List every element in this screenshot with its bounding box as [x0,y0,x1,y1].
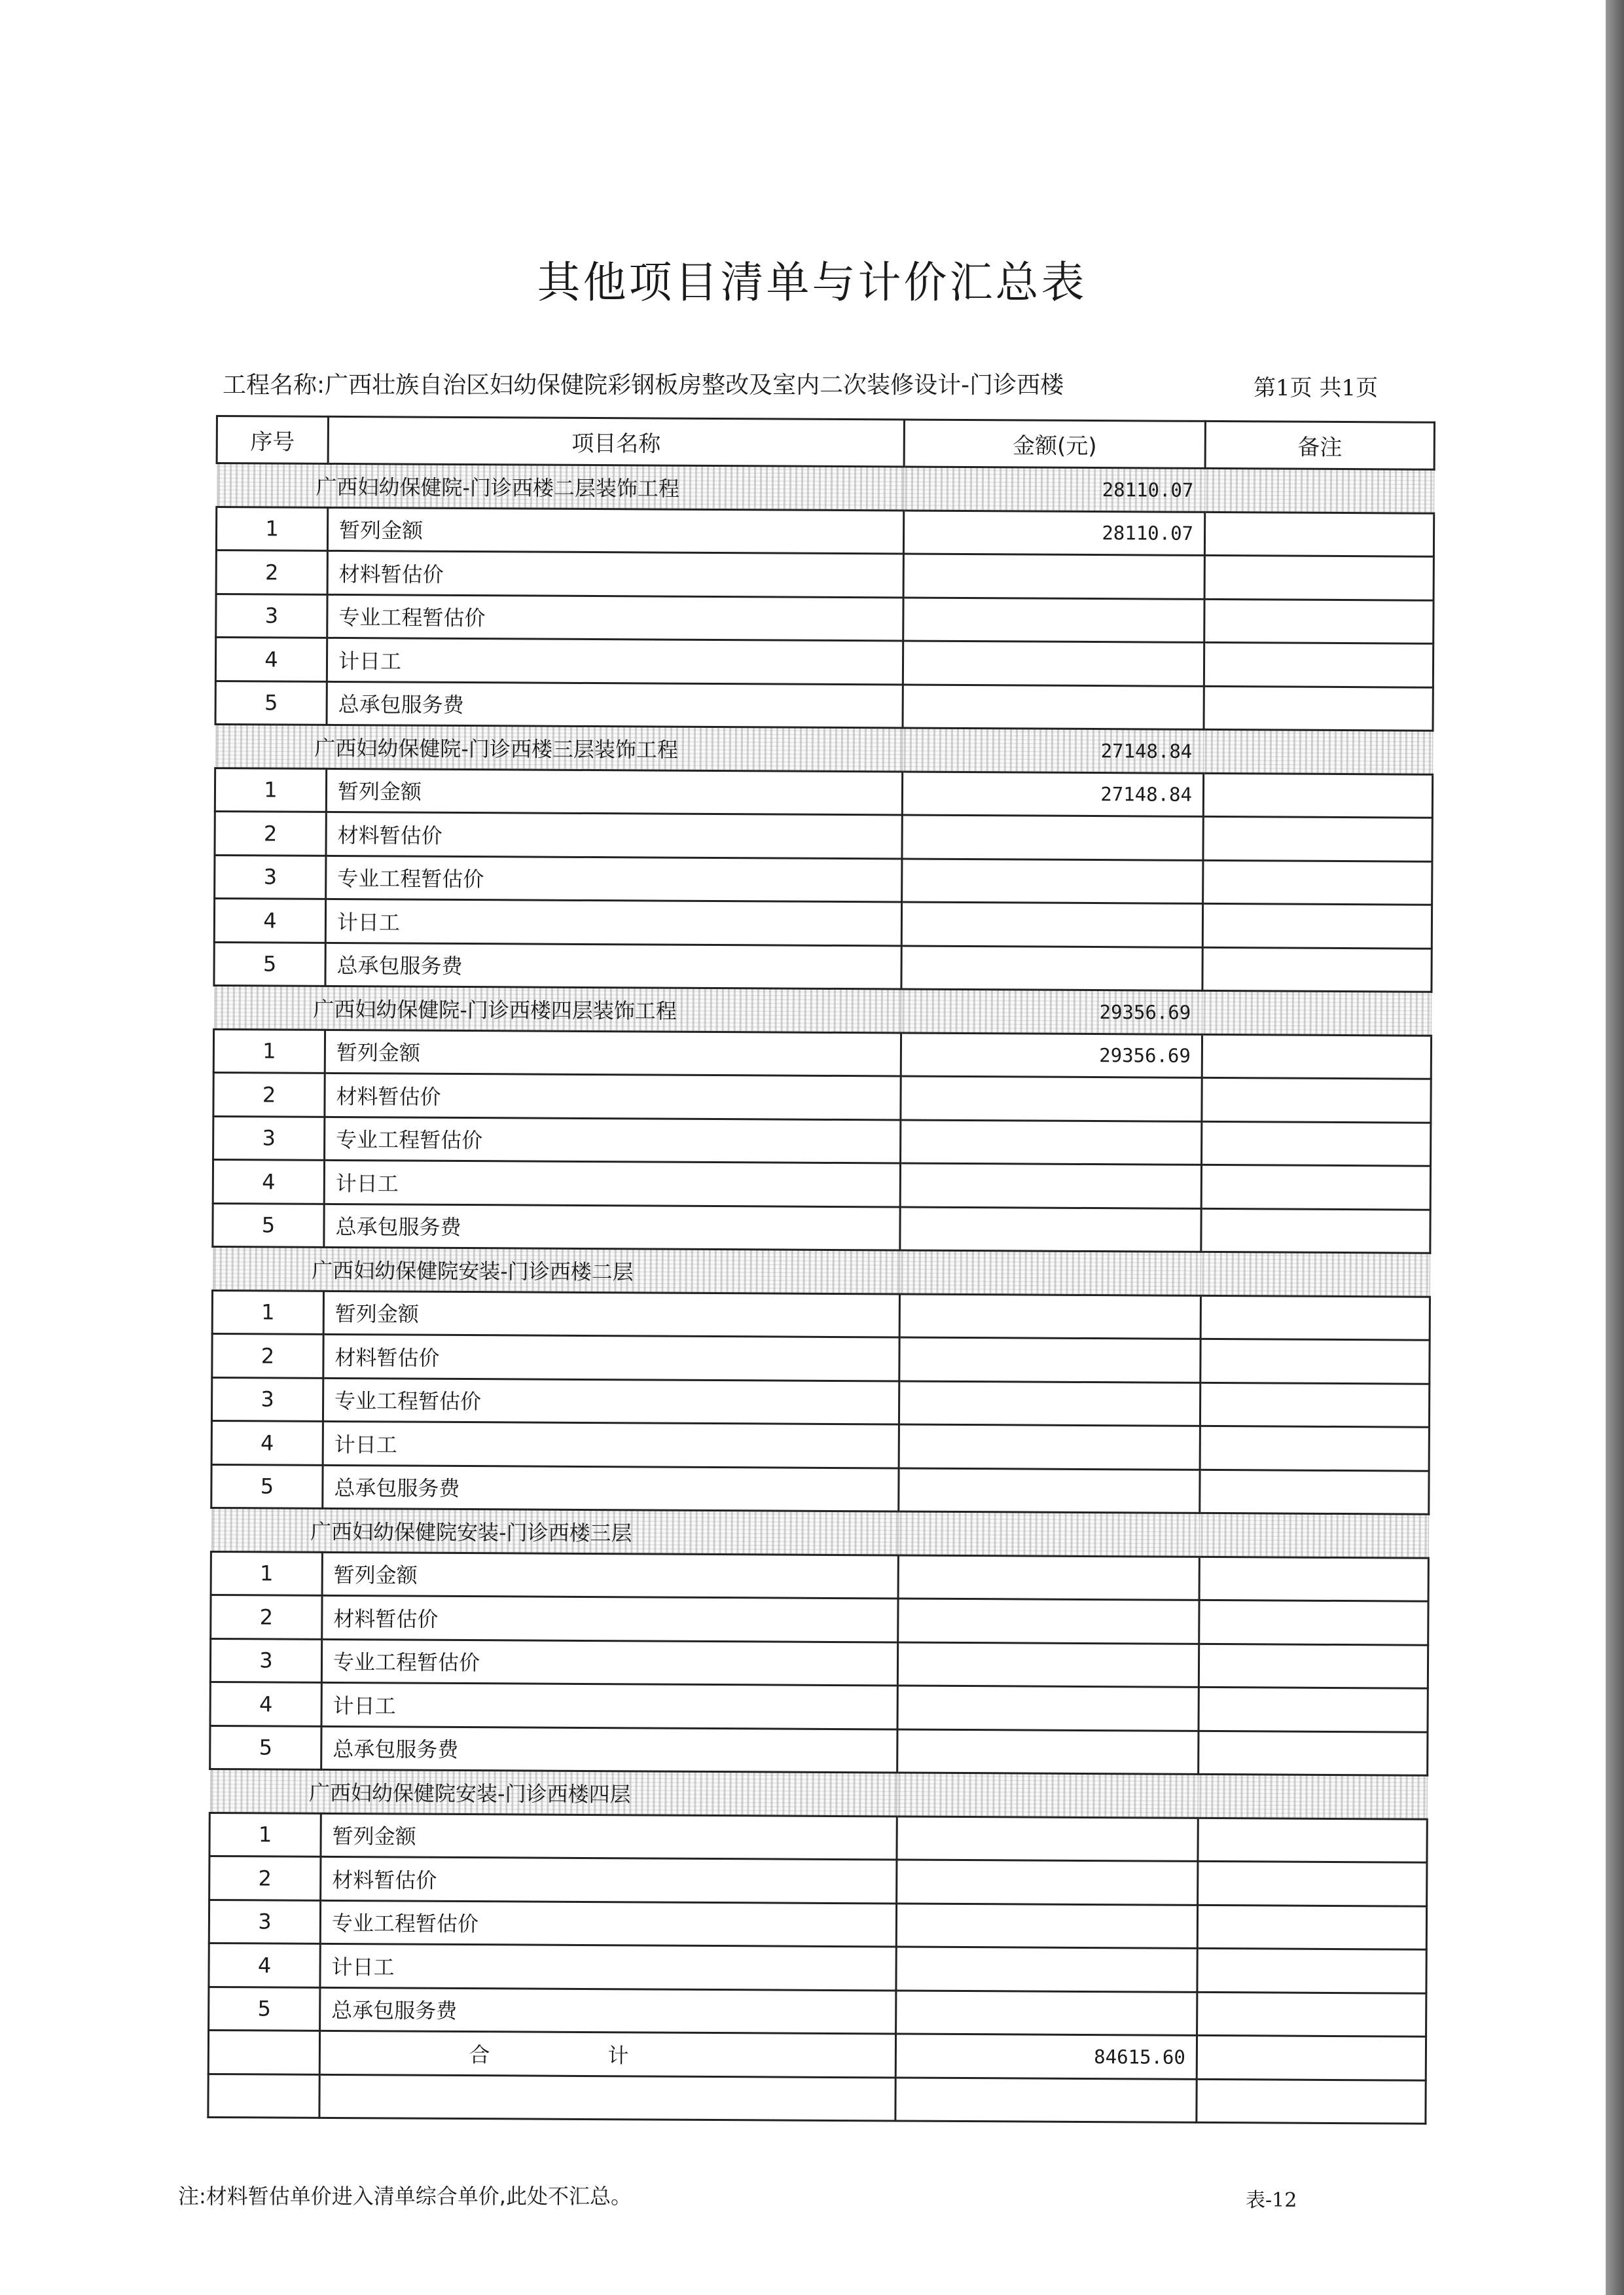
row-name: 材料暂估价 [322,1595,898,1642]
project-name: 工程名称:广西壮族自治区妇幼保健院彩钢板房整改及室内二次装修设计-门诊西楼 [223,372,1064,399]
section-note [1202,990,1432,1035]
row-amount [897,1860,1198,1905]
row-note [1200,1426,1429,1470]
row-seq: 1 [212,1290,323,1334]
table-row [215,811,1432,861]
row-seq: 4 [215,638,327,681]
table-row [215,768,1432,818]
row-amount: 27148.84 [902,771,1203,816]
row-seq: 5 [215,681,327,725]
row-name: 总承包服务费 [324,1204,900,1250]
header-row [217,416,1434,470]
row-seq: 4 [210,1682,321,1726]
row-seq: 4 [213,1159,324,1203]
row-seq: 5 [211,1464,323,1508]
row-seq: 3 [215,855,326,899]
row-amount [901,945,1202,990]
table-row [211,1420,1429,1470]
row-note [1204,686,1433,731]
row-amount [900,1206,1201,1252]
table-row [211,1377,1429,1427]
table-row [212,1290,1430,1340]
row-note [1203,816,1432,861]
row-seq: 5 [213,1203,324,1247]
row-amount [903,685,1204,730]
section-name: 广西妇幼保健院安装-门诊西楼三层 [211,1508,898,1555]
table-row [209,1987,1426,2036]
row-amount [896,1990,1197,2035]
row-note [1199,1557,1428,1601]
table-row [211,1464,1429,1514]
row-name: 暂列金额 [321,1813,897,1860]
row-name: 暂列金额 [327,507,903,554]
row-amount [901,902,1202,947]
row-amount [901,1076,1202,1121]
row-name: 总承包服务费 [325,943,901,989]
table-row [209,1813,1427,1862]
row-amount [898,1599,1199,1644]
row-note [1200,1295,1430,1340]
row-note [1198,1861,1427,1906]
header-amount: 金额(元) [904,420,1205,468]
row-name: 专业工程暂估价 [325,1117,901,1163]
section-name: 广西妇幼保健院安装-门诊西楼二层 [212,1246,899,1293]
row-amount [899,1381,1200,1426]
row-seq: 3 [210,1638,321,1682]
row-amount [901,1119,1202,1165]
row-name: 暂列金额 [322,1552,898,1599]
row-note [1197,1905,1426,1949]
row-seq: 2 [213,1072,325,1116]
section-amount [899,1250,1200,1295]
blank-seq [208,2074,319,2118]
table-row [212,1333,1430,1383]
page-number: 第1页 共1页 [1254,375,1379,401]
table-row [213,1116,1431,1166]
row-amount [897,1686,1199,1731]
row-seq: 1 [216,507,327,551]
header-note: 备注 [1205,421,1434,469]
row-seq: 3 [213,1116,325,1160]
section-row [214,985,1432,1035]
table-row [209,1943,1426,1993]
row-note [1199,1687,1428,1731]
section-name: 广西妇幼保健院-门诊西楼二层装饰工程 [217,463,904,511]
table-row [213,1072,1431,1122]
table-row [213,1203,1430,1253]
row-name: 总承包服务费 [327,681,903,728]
row-amount [897,1729,1199,1774]
total-note [1197,2035,1426,2080]
row-amount [899,1424,1200,1470]
row-seq: 3 [209,1900,320,1943]
row-note [1204,555,1434,600]
section-note [1205,468,1434,513]
total-amount: 84615.60 [895,2034,1197,2079]
section-row [215,725,1433,774]
row-seq: 3 [211,1377,323,1421]
row-name: 计日工 [321,1682,897,1729]
section-amount: 27148.84 [903,728,1204,773]
row-amount: 28110.07 [903,511,1204,556]
row-amount [896,1947,1197,1992]
section-row [209,1769,1427,1818]
row-note [1203,773,1432,818]
row-seq: 3 [216,594,327,638]
row-amount [900,1163,1201,1208]
section-amount [897,1773,1198,1818]
row-amount [898,1555,1199,1600]
footnote: 注:材料暂估单价进入清单综合单价,此处不汇总。 [178,2184,632,2209]
row-name: 材料暂估价 [321,1856,897,1903]
blank-amount [895,2077,1197,2122]
table-row [209,1900,1426,1949]
total-row [208,2030,1426,2080]
table-row [209,1856,1427,1906]
table-row [216,551,1434,600]
row-amount [903,598,1204,643]
table-row [214,898,1432,948]
table-row [215,638,1433,687]
row-note [1200,1470,1429,1514]
row-note [1204,642,1433,687]
row-name: 计日工 [323,1421,899,1468]
table-row [216,507,1434,556]
row-note [1199,1600,1428,1644]
row-seq: 1 [215,768,326,812]
row-amount [903,641,1204,686]
table-row [210,1638,1428,1688]
row-name: 专业工程暂估价 [323,1378,899,1424]
section-note [1199,1513,1428,1557]
table-row [213,1159,1430,1209]
row-seq: 2 [216,551,327,594]
row-name: 材料暂估价 [325,1073,901,1119]
table-row [214,942,1432,992]
row-note [1204,512,1434,556]
row-name: 专业工程暂估价 [321,1639,897,1686]
row-note [1202,1077,1431,1122]
header-seq: 序号 [217,416,328,464]
row-name: 计日工 [327,638,903,684]
section-name: 广西妇幼保健院-门诊西楼四层装饰工程 [214,985,901,1032]
row-note [1199,1731,1428,1775]
row-name: 专业工程暂估价 [320,1900,896,1947]
table-body [208,463,1434,2124]
table-row [210,1726,1428,1775]
row-note [1201,1165,1430,1209]
section-note [1198,1774,1427,1818]
table-row [216,594,1434,643]
row-note [1201,1208,1430,1253]
row-note [1199,1644,1428,1688]
table-row [211,1551,1428,1601]
table-number: 表-12 [1246,2189,1297,2212]
row-amount: 29356.69 [901,1032,1202,1077]
section-row [211,1508,1428,1557]
row-note [1203,860,1432,905]
row-note [1197,1992,1426,2036]
row-name: 材料暂估价 [323,1334,899,1381]
row-amount [899,1337,1200,1382]
section-note [1200,1252,1430,1296]
row-name: 计日工 [325,899,901,945]
header-name: 项目名称 [328,416,904,467]
row-seq: 2 [215,811,326,855]
row-amount [899,1468,1200,1513]
row-seq: 4 [209,1943,320,1987]
row-note [1198,1818,1427,1862]
row-note [1202,1034,1431,1079]
row-note [1200,1339,1430,1383]
row-seq: 1 [211,1551,322,1595]
table-row [213,1029,1431,1079]
scan-edge [1606,0,1624,2295]
blank-name [319,2074,895,2121]
row-note [1197,1948,1426,1993]
row-amount [896,1903,1197,1948]
row-note [1200,1382,1429,1427]
row-name: 暂列金额 [323,1291,899,1337]
row-seq: 2 [211,1595,322,1638]
section-name: 广西妇幼保健院-门诊西楼三层装饰工程 [215,725,903,772]
row-seq: 1 [209,1813,321,1856]
row-name: 总承包服务费 [320,1987,896,2034]
row-seq: 4 [214,898,325,942]
row-name: 总承包服务费 [323,1465,899,1511]
row-amount [902,858,1203,903]
row-note [1202,947,1432,992]
section-row [217,463,1434,513]
section-amount [898,1511,1199,1557]
row-amount [899,1293,1200,1339]
table-row [210,1682,1428,1731]
row-name: 材料暂估价 [326,812,902,858]
section-amount: 29356.69 [901,989,1202,1034]
row-name: 专业工程暂估价 [327,594,903,641]
row-note [1204,599,1434,643]
row-name: 专业工程暂估价 [326,856,902,902]
row-amount [897,1642,1199,1687]
row-name: 总承包服务费 [321,1726,897,1773]
row-amount [897,1816,1198,1861]
total-label: 合计 [319,2031,895,2077]
section-amount: 28110.07 [904,467,1205,512]
section-name: 广西妇幼保健院安装-门诊西楼四层 [209,1769,897,1816]
row-name: 暂列金额 [325,1030,901,1076]
section-row [212,1246,1430,1296]
table-row [215,681,1433,731]
row-seq: 4 [211,1420,323,1464]
row-note [1202,903,1432,948]
row-amount [902,815,1203,860]
row-name: 计日工 [320,1943,896,1990]
row-seq: 2 [209,1856,321,1900]
row-name: 暂列金额 [326,768,902,815]
table-row [215,855,1432,905]
table-row [211,1595,1428,1644]
row-amount [903,554,1204,599]
row-seq: 5 [214,942,325,986]
summary-sheet [207,415,1434,2125]
row-note [1202,1121,1431,1166]
row-name: 计日工 [324,1160,900,1206]
row-seq: 1 [213,1029,325,1073]
row-seq: 2 [212,1333,323,1377]
row-seq: 5 [209,1987,320,2031]
blank-note [1197,2079,1426,2123]
row-name: 材料暂估价 [327,551,903,597]
section-note [1204,729,1433,774]
total-seq [208,2030,319,2074]
row-seq: 5 [210,1726,321,1769]
page-title: 其他项目清单与计价汇总表 [537,257,1087,308]
blank-row [208,2074,1426,2123]
summary-table [207,415,1435,2125]
